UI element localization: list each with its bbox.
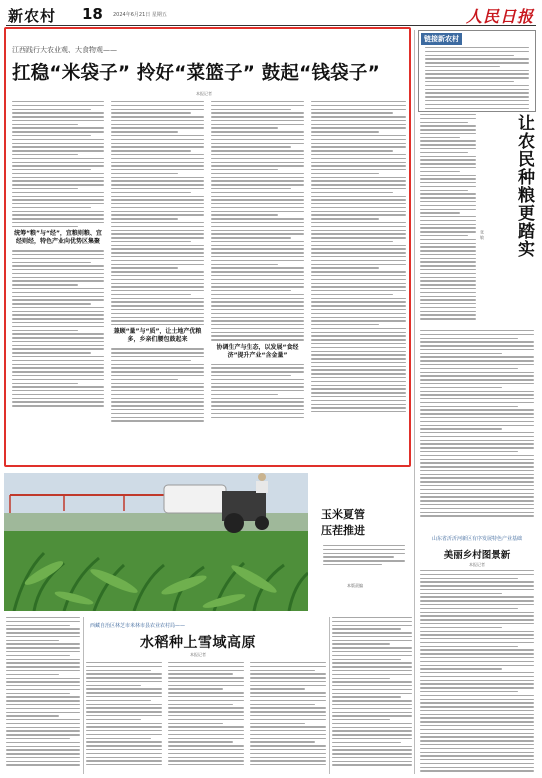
photo-caption-text bbox=[323, 545, 405, 579]
lower-story-headline[interactable]: 水稻种上雪域高原 bbox=[140, 635, 256, 651]
lower-story-kicker: 西藏自治区林芝市米林市县农业农村局—— bbox=[90, 623, 186, 629]
masthead bbox=[6, 4, 536, 26]
column-divider bbox=[329, 617, 330, 774]
feature-headline[interactable]: 扛稳“米袋子” 拎好“菜篮子” 鼓起“钱袋子” bbox=[12, 63, 380, 84]
feature-subhead-3: 协调生产与生态，以发展“食经济”提升产业“含金量” bbox=[216, 343, 299, 359]
feature-subhead-2: 兼顾“量”与“质”，让土地产优粮多，乡亲们腰包鼓起来 bbox=[113, 328, 202, 344]
news-photo[interactable] bbox=[4, 473, 308, 611]
commentary-title[interactable]: 让农民种粮更踏实 bbox=[514, 114, 534, 258]
lower-story-byline: 本报记者 bbox=[190, 652, 206, 657]
newspaper-logo: 人民日报 bbox=[465, 7, 534, 26]
sidebar-tab: 链接新农村 bbox=[421, 33, 462, 45]
section-name: 新农村 bbox=[8, 7, 57, 25]
feature-article[interactable] bbox=[4, 27, 411, 467]
column-divider bbox=[83, 617, 84, 774]
commentary-author: 张 敏 bbox=[480, 230, 485, 240]
feature-subhead-1: 统筹“粮”与“经”，宜粮则粮、宜经则经，特色产业向优势区集聚 bbox=[14, 230, 102, 246]
lower-left-text bbox=[6, 617, 80, 774]
article-column bbox=[12, 101, 104, 465]
feature-kicker: 江西践行大农业观、大食物观—— bbox=[12, 46, 117, 54]
lower-right-kicker: 山东省沂沂河新区有序发展特色产业基础 bbox=[431, 536, 522, 542]
corn-field-tractor-photo bbox=[4, 473, 308, 611]
article-column bbox=[311, 101, 406, 465]
feature-byline: 本报记者 bbox=[196, 91, 212, 96]
article-column bbox=[211, 101, 304, 465]
photo-title-line2: 压茬推进 bbox=[321, 524, 365, 537]
photo-title-line1: 玉米夏管 bbox=[321, 508, 365, 521]
lower-right-byline: 本报记者 bbox=[469, 562, 485, 567]
commentary-text bbox=[420, 330, 534, 526]
page-number: 18 bbox=[82, 5, 103, 23]
photo-title[interactable] bbox=[321, 507, 365, 539]
lower-story-text bbox=[168, 662, 244, 774]
column-divider bbox=[414, 30, 415, 774]
sidebar-text bbox=[425, 47, 529, 109]
lower-right-text bbox=[420, 570, 534, 774]
sidebar-box[interactable] bbox=[418, 30, 536, 112]
lower-story-text bbox=[250, 662, 326, 774]
photo-caption bbox=[313, 473, 413, 611]
issue-date: 2024年6月21日 星期五 bbox=[113, 12, 167, 18]
lower-story-text bbox=[86, 662, 162, 774]
article-column bbox=[111, 101, 204, 465]
commentary-text bbox=[420, 114, 476, 324]
photo-credit: 本版责编 bbox=[347, 583, 363, 588]
lower-right-headline[interactable]: 美丽乡村图景新 bbox=[443, 550, 511, 561]
lower-story-text bbox=[332, 617, 412, 774]
